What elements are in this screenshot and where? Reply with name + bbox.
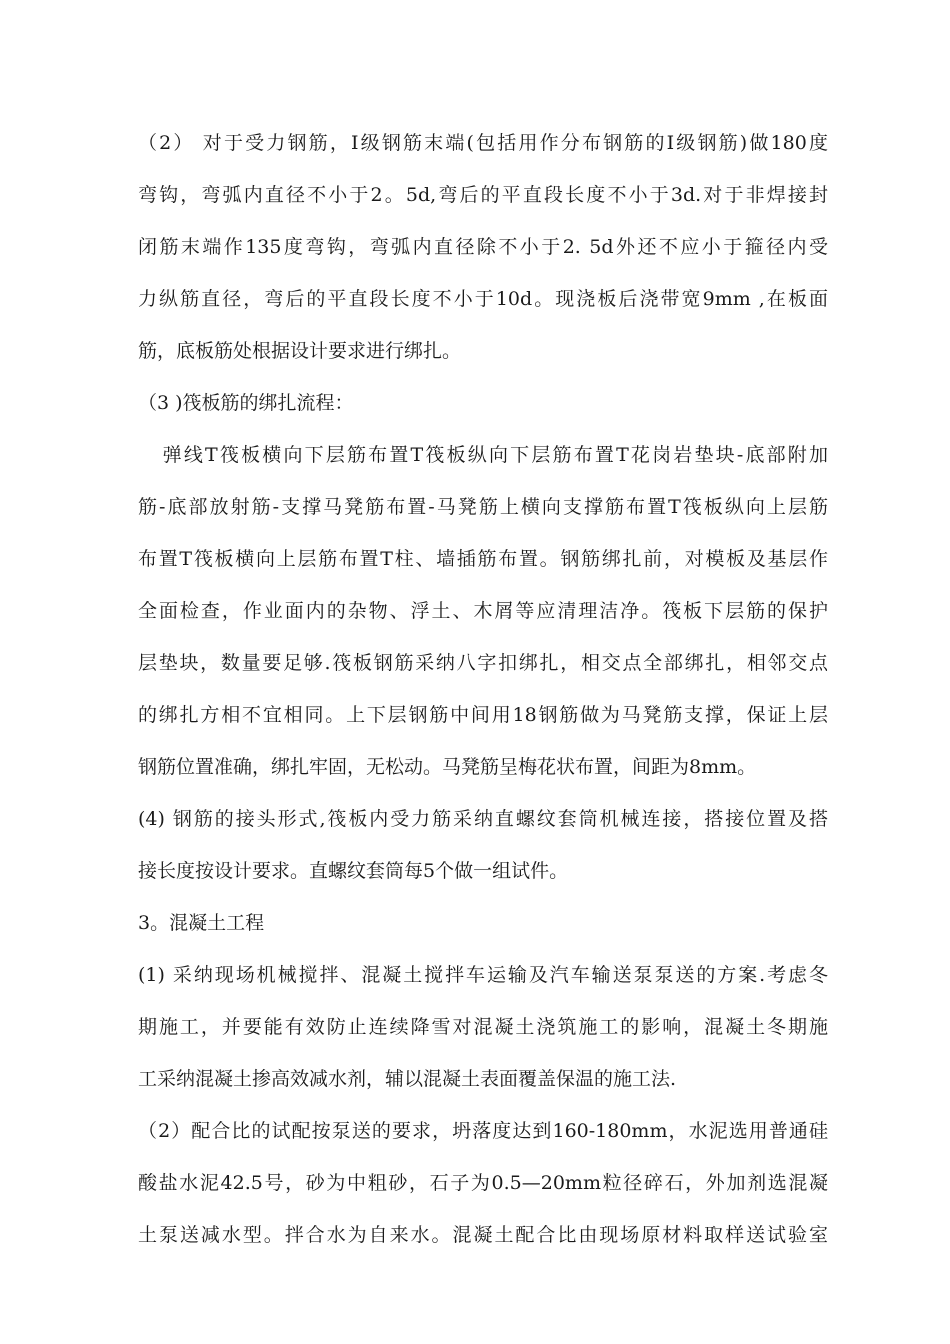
text-line: 酸盐水泥42.5号，砂为中粗砂，石子为0.5—20mm粒径碎石，外加剂选混凝 [138, 1172, 828, 1194]
text-line: 力纵筋直径，弯后的平直段长度不小于10d。现浇板后浇带宽9mm ,在板面 [138, 288, 828, 310]
text-line: 接长度按设计要求。直螺纹套筒每5个做一组试件。 [138, 860, 569, 882]
text-line: 期施工，并要能有效防止连续降雪对混凝土浇筑施工的影响，混凝土冬期施 [138, 1016, 828, 1038]
text-line: 的绑扎方相不宜相同。上下层钢筋中间用18钢筋做为马凳筋支撑，保证上层 [138, 704, 828, 726]
text-line: （2）配合比的试配按泵送的要求，坍落度达到160-180mm，水泥选用普通硅 [138, 1120, 828, 1142]
text-line: 布置T筏板横向上层筋布置T柱、墙插筋布置。钢筋绑扎前，对模板及基层作 [138, 548, 828, 570]
text-line: 钢筋位置准确，绑扎牢固，无松动。马凳筋呈梅花状布置，间距为8mm。 [138, 756, 757, 778]
text-line: 筋，底板筋处根据设计要求进行绑扎。 [138, 340, 462, 362]
text-line: 弯钩，弯弧内直径不小于2。5d,弯后的平直段长度不小于3d.对于非焊接封 [138, 184, 828, 206]
text-line: 全面检查，作业面内的杂物、浮土、木屑等应清理洁净。筏板下层筋的保护 [138, 600, 828, 622]
text-line: 层垫块，数量要足够.筏板钢筋采纳八字扣绑扎，相交点全部绑扎，相邻交点 [138, 652, 828, 674]
text-line: 工采纳混凝土掺高效减水剂，辅以混凝土表面覆盖保温的施工法. [138, 1068, 677, 1090]
text-line: 闭筋末端作135度弯钩，弯弧内直径除不小于2. 5d外还不应小于箍径内受 [138, 236, 828, 258]
text-line: (1) 采纳现场机械搅拌、混凝土搅拌车运输及汽车输送泵泵送的方案.考虑冬 [138, 964, 828, 986]
text-line: (4) 钢筋的接头形式,筏板内受力筋采纳直螺纹套筒机械连接，搭接位置及搭 [138, 808, 828, 830]
text-line: 土泵送减水型。拌合水为自来水。混凝土配合比由现场原材料取样送试验室 [138, 1224, 828, 1246]
text-line: （2） 对于受力钢筋，I级钢筋末端(包括用作分布钢筋的I级钢筋)做180度 [138, 132, 828, 154]
text-line: 筋-底部放射筋-支撑马凳筋布置-马凳筋上横向支撑筋布置T筏板纵向上层筋 [138, 496, 828, 518]
text-line: 弹线T筏板横向下层筋布置T筏板纵向下层筋布置T花岗岩垫块-底部附加 [138, 444, 828, 466]
section-heading: 3。混凝土工程 [138, 912, 265, 934]
text-line: （3 )筏板筋的绑扎流程： [138, 392, 354, 414]
